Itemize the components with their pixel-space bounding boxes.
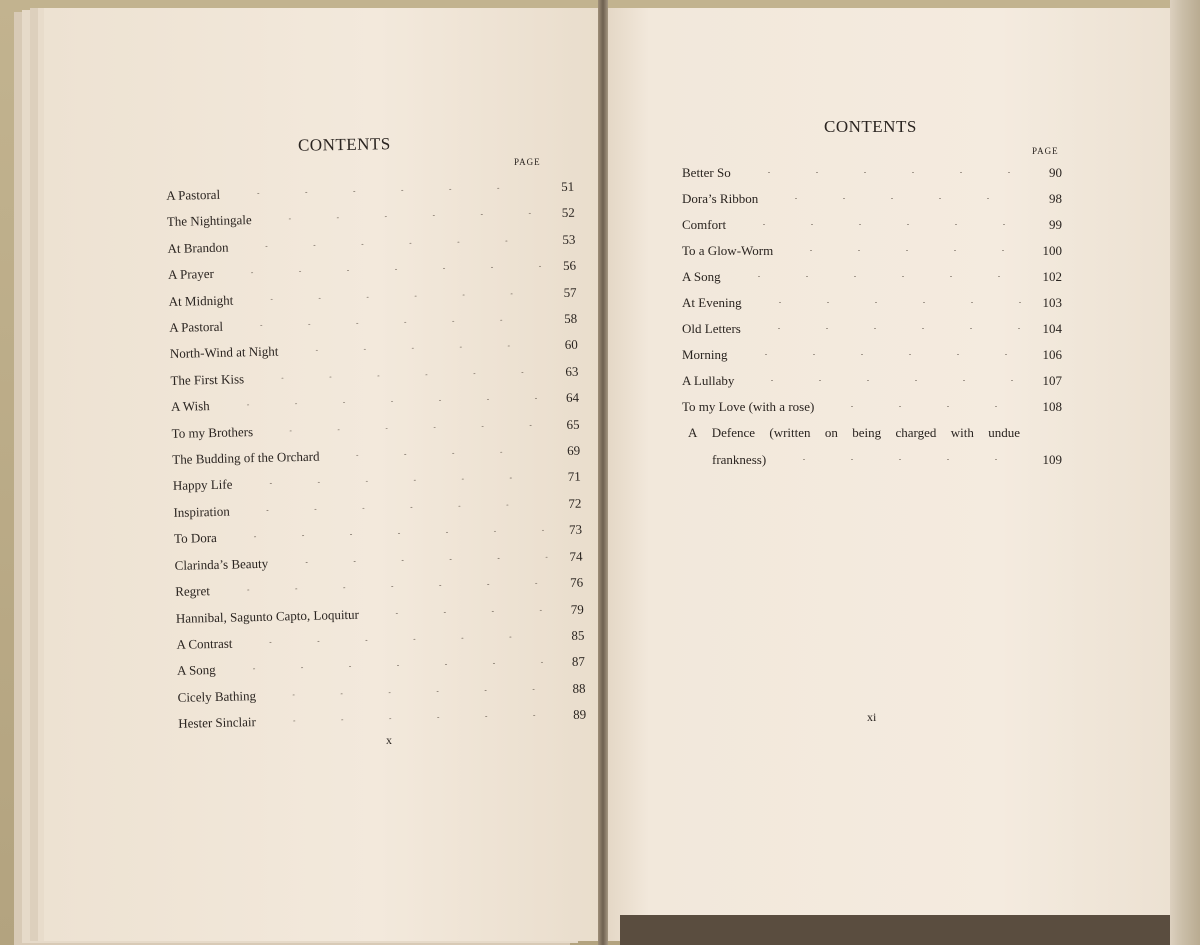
toc-entry — [682, 394, 1062, 420]
toc-entry-title-word: A — [688, 425, 698, 440]
left-contents-heading: CONTENTS — [297, 134, 391, 155]
dot-leader — [260, 213, 541, 220]
toc-entry-title: Inspiration — [173, 503, 230, 520]
toc-entry-title: A Pastoral — [166, 186, 221, 203]
toc-entry-title: Morning — [682, 347, 728, 362]
toc-entry-page-number: 56 — [562, 257, 577, 274]
dot-leader — [238, 503, 548, 511]
toc-entry-title: The Budding of the Orchard — [172, 448, 320, 467]
toc-entry-title: Hester Sinclair — [178, 714, 257, 731]
toc-entry-title-word: Defence — [711, 425, 756, 440]
right-folio: xi — [867, 710, 877, 724]
toc-entry — [682, 264, 1062, 290]
toc-entry-title: The First Kiss — [170, 371, 245, 388]
page-edges — [1170, 0, 1200, 945]
left-folio: x — [386, 733, 392, 747]
toc-entry-page-number: 63 — [565, 363, 579, 379]
toc-entry — [682, 160, 1062, 186]
left-toc-list — [166, 174, 586, 738]
toc-entry-page-number: 109 — [1042, 452, 1062, 467]
dot-leader — [276, 556, 548, 563]
right-toc-list — [682, 160, 1062, 474]
dot-leader — [231, 319, 543, 327]
cover-bottom-edge — [620, 915, 1170, 945]
toc-entry-title: A Lullaby — [682, 373, 735, 388]
dot-leader — [328, 451, 547, 457]
dot-leader — [240, 477, 546, 485]
toc-entry-title: Hannibal, Sagunto Capto, Loquitur — [175, 606, 360, 626]
toc-entry-page-number: 53 — [562, 231, 576, 247]
dot-leader — [236, 239, 541, 247]
toc-entry — [682, 186, 1062, 212]
toc-entry-title: North-Wind at Night — [169, 343, 279, 362]
dot-leader — [749, 328, 1028, 329]
toc-entry-page-number: 89 — [572, 706, 587, 723]
dot-leader — [286, 345, 543, 352]
toc-entry-page-number: 64 — [565, 389, 580, 406]
toc-entry-title: To a Glow-Worm — [682, 243, 774, 258]
dot-leader — [240, 635, 550, 643]
toc-entry-page-number: 98 — [1049, 191, 1062, 206]
toc-entry-page-number: 99 — [1049, 217, 1062, 232]
dot-leader — [228, 187, 540, 195]
toc-entry-title: Dora’s Ribbon — [682, 191, 759, 206]
toc-entry-title: At Evening — [682, 295, 742, 310]
toc-entry-title-continuation: frankness) — [712, 452, 767, 467]
dot-leader — [734, 224, 1028, 225]
toc-entry-page-number: 79 — [570, 601, 584, 617]
book-gutter — [598, 0, 608, 945]
toc-entry-page-number: 52 — [561, 205, 575, 221]
toc-entry-title: At Brandon — [167, 239, 229, 256]
dot-leader — [736, 354, 1029, 355]
toc-entry-title-word: undue — [988, 425, 1020, 440]
dot-leader — [225, 530, 548, 538]
toc-entry-page-number: 57 — [563, 284, 577, 300]
toc-entry-page-number: 58 — [564, 310, 578, 327]
toc-entry-page-number: 85 — [571, 627, 585, 643]
right-page-column-label: PAGE — [1032, 146, 1059, 156]
toc-entry-title-line1 — [682, 420, 1020, 446]
toc-entry-title: Happy Life — [172, 477, 233, 494]
dot-leader — [224, 662, 551, 670]
toc-entry-title: A Song — [176, 662, 216, 679]
toc-entry-title: The Nightingale — [166, 212, 252, 230]
toc-entry-page-number: 73 — [568, 521, 583, 538]
toc-entry-page-number: 74 — [569, 548, 583, 564]
toc-entry-title: Comfort — [682, 217, 727, 232]
toc-entry-page-number: 76 — [569, 574, 584, 591]
dot-leader — [241, 292, 542, 300]
toc-entry — [682, 368, 1062, 394]
toc-entry — [682, 212, 1062, 238]
toc-entry-title: A Wish — [170, 398, 210, 415]
toc-entry-title-word: charged — [895, 425, 937, 440]
toc-entry-page-number: 90 — [1049, 165, 1062, 180]
toc-entry-page-number: 51 — [561, 178, 575, 195]
toc-entry-page-number: 88 — [572, 680, 586, 696]
dot-leader — [750, 302, 1028, 303]
toc-entry-title-word: being — [852, 425, 882, 440]
toc-entry — [682, 316, 1062, 342]
toc-entry-page-number: 107 — [1042, 373, 1062, 388]
toc-entry-title: Better So — [682, 165, 731, 180]
toc-entry-title: Cicely Bathing — [177, 687, 257, 705]
toc-entry-page-number: 60 — [564, 337, 578, 353]
dot-leader — [261, 424, 546, 431]
toc-entry-page-number: 65 — [566, 416, 580, 432]
dot-leader — [729, 276, 1028, 277]
toc-entry-title: A Prayer — [167, 266, 215, 283]
dot-leader — [766, 198, 1028, 199]
toc-entry-page-number: 72 — [568, 495, 582, 511]
toc-entry-title-word: on — [824, 425, 838, 440]
toc-entry-page-number: 71 — [567, 469, 581, 485]
toc-entry-title: To Dora — [173, 530, 218, 547]
toc-entry-page-number: 104 — [1042, 321, 1062, 336]
toc-entry-title: Regret — [175, 583, 211, 599]
toc-entry-page-number: 87 — [571, 653, 586, 670]
toc-entry-title: A Pastoral — [169, 318, 224, 335]
dot-leader — [739, 172, 1028, 173]
toc-entry-page-number: 100 — [1042, 243, 1062, 258]
toc-entry-title: To my Love (with a rose) — [682, 399, 815, 414]
toc-entry-title: Clarinda’s Beauty — [174, 555, 269, 573]
toc-entry-title: To my Brothers — [171, 423, 254, 441]
dot-leader — [774, 459, 1028, 460]
right-page — [604, 8, 1170, 941]
toc-entry-title: A Contrast — [176, 635, 233, 652]
toc-entry — [682, 238, 1062, 264]
dot-leader — [218, 583, 549, 592]
toc-entry-page-number: 69 — [567, 442, 581, 459]
left-page-column-label: PAGE — [514, 157, 541, 167]
toc-entry-title-word: with — [950, 425, 974, 440]
toc-entry-page-number: 106 — [1042, 347, 1062, 362]
dot-leader — [742, 380, 1028, 381]
toc-entry-title: At Midnight — [168, 292, 234, 309]
right-contents-heading: CONTENTS — [824, 117, 917, 136]
toc-entry-title: Old Letters — [682, 321, 741, 336]
dot-leader — [218, 398, 545, 406]
dot-leader — [252, 371, 544, 379]
dot-leader — [264, 715, 552, 723]
toc-entry — [682, 342, 1062, 368]
toc-entry-page-number: 102 — [1042, 269, 1062, 284]
dot-leader — [781, 250, 1028, 251]
dot-leader — [222, 266, 542, 274]
dot-leader — [264, 688, 552, 696]
toc-entry-title-word: (written — [769, 425, 811, 440]
toc-entry-wrapped — [682, 420, 1062, 474]
toc-entry — [682, 290, 1062, 316]
dot-leader — [367, 609, 550, 614]
dot-leader — [822, 406, 1028, 407]
toc-entry-page-number: 103 — [1042, 295, 1062, 310]
toc-entry-page-number: 108 — [1042, 399, 1062, 414]
toc-entry-title-line2 — [682, 446, 1062, 474]
toc-entry-title: A Song — [682, 269, 721, 284]
